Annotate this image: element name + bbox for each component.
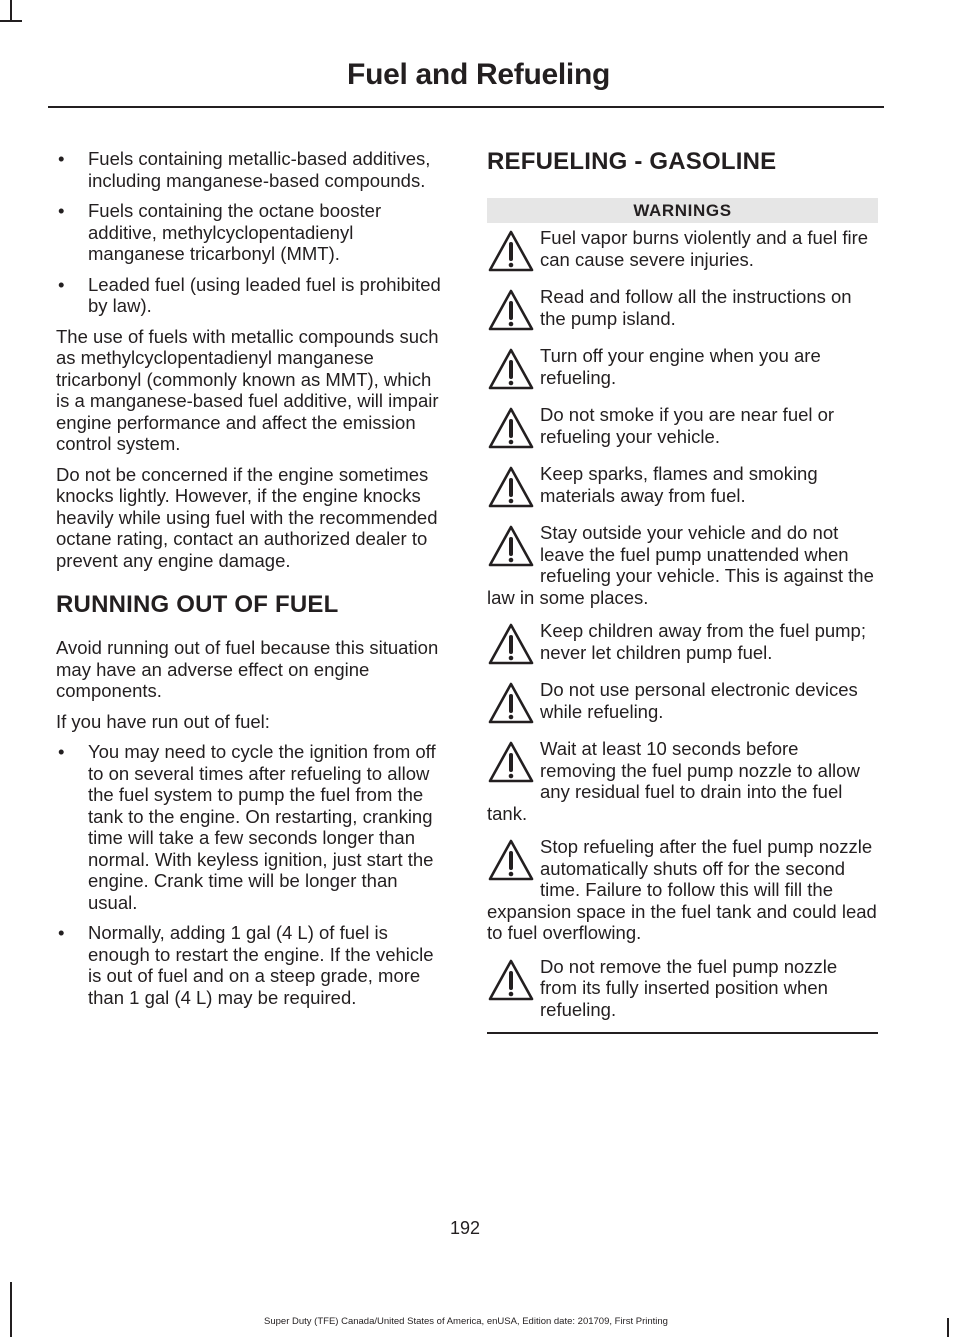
warnings-header: WARNINGS [487,198,878,223]
section-heading-refueling-gasoline: REFUELING - GASOLINE [487,148,777,175]
warning-text: Fuel vapor burns violently and a fuel fire can cause severe injuries. [540,227,869,270]
warning-item [487,738,878,824]
warning-text: Turn off your engine when you are refueling. [540,345,821,388]
paragraph: Do not be concerned if the engine sometimes knocks lightly. However, if the engine knocks heavily while using fuel with the recommended octane rating, contact an authorized dealer to prevent any engine damage. [56,463,438,571]
warning-item [487,463,878,510]
warning-triangle-icon [487,957,535,1003]
warning-text: Do not remove the fuel pump nozzle from its fully inserted position when refueling. [540,955,838,1020]
crop-mark [10,1282,12,1337]
warning-item [487,345,878,392]
footer-edition-info: Super Duty (TFE) Canada/United States of America, enUSA, Edition date: 201709, First Printing [264,1316,668,1327]
page-number: 192 [449,1218,481,1238]
paragraph: If you have run out of fuel: [56,710,270,732]
warning-item [487,679,878,726]
warnings-end-divider [487,1032,878,1034]
warning-triangle-icon [487,837,535,883]
warning-triangle-icon [487,228,535,274]
warning-triangle-icon [487,405,535,451]
warnings-list [487,227,878,1020]
warning-triangle-icon [487,287,535,333]
header-divider [48,106,884,108]
crop-mark [10,0,12,22]
list-item: • You may need to cycle the ignition from off to on several times after refueling to allow the fuel system to pump the fuel from the tank to the engine. On restarting, cranking time will take a few seconds longer than normal. With keyless ignition, just start the engine. Crank time will be longer than usual. [58,741,436,913]
warning-triangle-icon [487,523,535,569]
crop-mark [0,20,22,22]
warning-item [487,620,878,667]
bullet-list-run-out [56,741,448,1008]
warning-text: Read and follow all the instructions on the pump island. [540,286,852,329]
crop-mark [947,1318,949,1337]
paragraph: The use of fuels with metallic compounds such as methylcyclopentadienyl manganese tricarbonyl (commonly known as MMT), which is a manganese-based fuel additive, will impair engine performance and affect the emission control system. [56,325,439,454]
page-title: Fuel and Refueling [347,58,610,91]
warning-triangle-icon [487,464,535,510]
warning-item [487,522,878,608]
left-column [56,148,448,1017]
warning-text: Do not use personal electronic devices while refueling. [540,679,858,722]
warning-triangle-icon [487,680,535,726]
section-heading-running-out-of-fuel: RUNNING OUT OF FUEL [56,591,339,618]
warning-text: Wait at least 10 seconds before removing the fuel pump nozzle to allow any residual fuel to drain into the fuel tank. [487,738,860,824]
warning-text: Keep children away from the fuel pump; never let children pump fuel. [540,620,866,663]
warning-text: Do not smoke if you are near fuel or refueling your vehicle. [540,404,835,447]
warning-item [487,404,878,451]
right-column [487,148,878,1034]
warning-text: Stop refueling after the fuel pump nozzle automatically shuts off for the second time. Failure to follow this will fill the expansion space in the fuel tank and could lead to fuel overflowing. [487,836,877,943]
warning-triangle-icon [487,739,535,785]
bullet-list-fuels [56,148,448,317]
warning-text: Keep sparks, flames and smoking materials away from fuel. [540,463,818,506]
warning-triangle-icon [487,621,535,667]
list-item: • Leaded fuel (using leaded fuel is prohibited by law). [58,273,441,316]
warning-item [487,956,878,1021]
list-item: • Fuels containing the octane booster additive, methylcyclopentadienyl manganese tricarbonyl (MMT). [58,200,382,264]
warning-text: Stay outside your vehicle and do not leave the fuel pump unattended when refueling your vehicle. This is against the law in some places. [487,522,874,608]
list-item: • Fuels containing metallic-based additives, including manganese-based compounds. [58,148,431,191]
paragraph: Avoid running out of fuel because this situation may have an adverse effect on engine components. [56,637,439,701]
warning-item [487,836,878,944]
warning-item [487,286,878,333]
warning-item [487,227,878,274]
warning-triangle-icon [487,346,535,392]
list-item: • Normally, adding 1 gal (4 L) of fuel is enough to restart the engine. If the vehicle is out of fuel and on a steep grade, more than 1 gal (4 L) may be required. [58,922,434,1008]
